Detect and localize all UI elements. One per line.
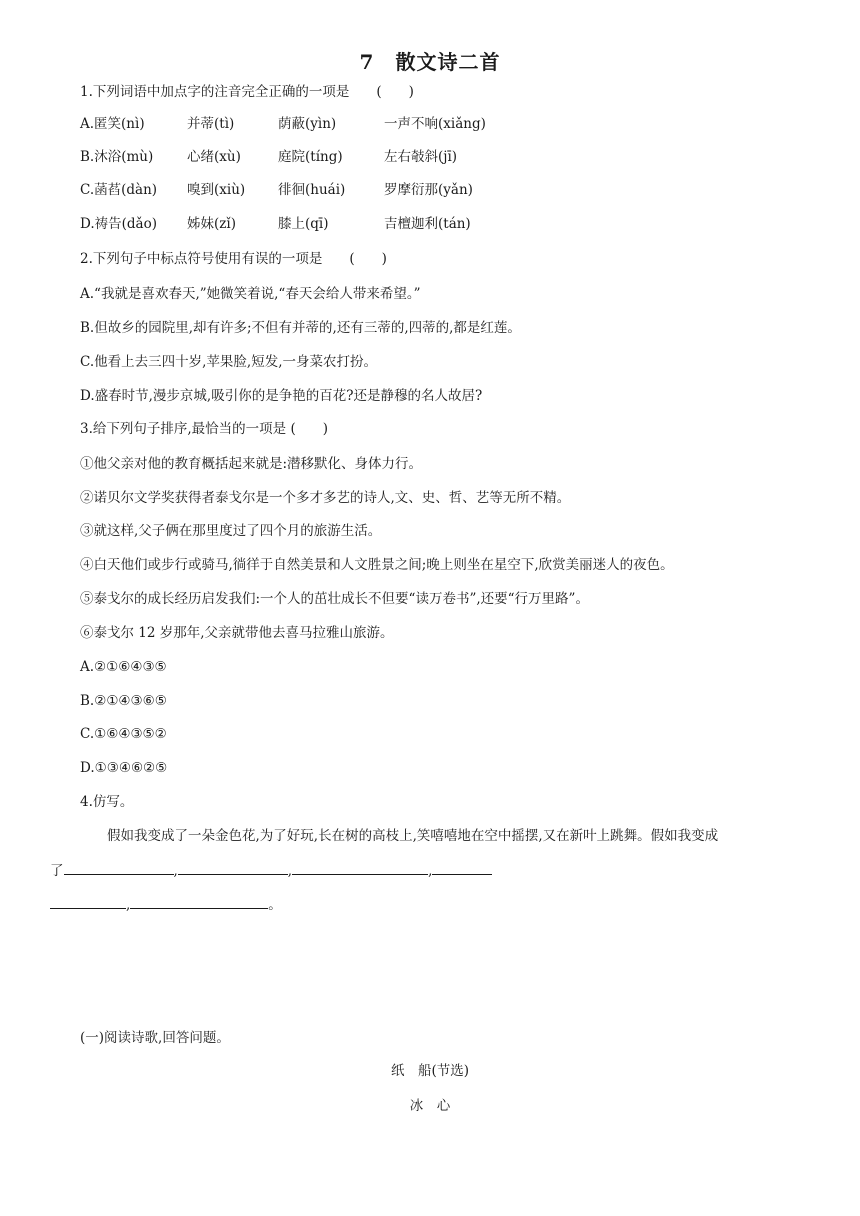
question-3-sentence: ⑤泰戈尔的成长经历启发我们:一个人的茁壮成长不但要“读万卷书”,还要“行万里路”。 xyxy=(80,591,589,607)
comma-text: , xyxy=(428,863,433,879)
option-word: 徘徊(huái) xyxy=(278,182,346,198)
option-word: 膝上(qī) xyxy=(278,216,329,232)
page-title: 7 散文诗二首 xyxy=(359,50,501,74)
reading-heading: (一)阅读诗歌,回答问题。 xyxy=(80,1030,230,1046)
question-3-sentence: ①他父亲对他的教育概括起来就是:潜移默化、身体力行。 xyxy=(80,456,423,472)
option-word: 一声不响(xiǎng) xyxy=(384,116,486,132)
poem-title: 纸 船(节选) xyxy=(390,1063,470,1079)
question-2-stem: 2.下列句子中标点符号使用有误的一项是 ( ) xyxy=(80,251,387,267)
question-2-option-a: A.“我就是喜欢春天,”她微笑着说,“春天会给人带来希望。” xyxy=(80,286,421,302)
option-word: 姊妹(zǐ) xyxy=(187,216,236,232)
option-word: 吉檀迦利(tán) xyxy=(384,216,471,232)
question-3-sentence: ③就这样,父子俩在那里度过了四个月的旅游生活。 xyxy=(80,523,382,539)
comma-text: , xyxy=(287,863,293,879)
question-4-paragraph: 假如我变成了一朵金色花,为了好玩,长在树的高枝上,笑嘻嘻地在空中摇摆,又在新叶上跳舞。假如我变成 xyxy=(107,828,719,844)
option-word: D.祷告(dǎo) xyxy=(80,216,157,232)
question-3-option-d: D.①③④⑥②⑤ xyxy=(80,760,168,776)
answer-line-1 xyxy=(50,860,492,881)
option-word: A.匿笑(nì) xyxy=(80,116,145,132)
question-3-stem: 3.给下列句子排序,最恰当的一项是 ( ) xyxy=(80,421,328,437)
option-word: 荫蔽(yìn) xyxy=(278,116,337,132)
answer-blank[interactable] xyxy=(50,894,126,909)
option-word: B.沐浴(mù) xyxy=(80,149,154,165)
period-text: 。 xyxy=(268,897,282,913)
question-3-sentence: ⑥泰戈尔 12 岁那年,父亲就带他去喜马拉雅山旅游。 xyxy=(80,625,394,641)
comma-text: , xyxy=(173,863,178,879)
question-2-option-d: D.盛春时节,漫步京城,吸引你的是争艳的百花?还是静穆的名人故居? xyxy=(80,388,483,404)
comma-text: , xyxy=(126,897,131,913)
question-3-option-b: B.②①④③⑥⑤ xyxy=(80,693,167,709)
question-2-option-b: B.但故乡的园院里,却有许多;不但有并蒂的,还有三蒂的,四蒂的,都是红莲。 xyxy=(80,320,521,336)
question-3-option-c: C.①⑥④③⑤② xyxy=(80,726,167,742)
question-3-option-a: A.②①⑥④③⑤ xyxy=(80,659,167,675)
option-word: 嗅到(xiù) xyxy=(187,182,246,198)
question-2-option-c: C.他看上去三四十岁,苹果脸,短发,一身菜农打扮。 xyxy=(80,354,378,370)
option-word: 庭院(tíng) xyxy=(278,149,343,165)
question-4-stem: 4.仿写。 xyxy=(80,794,134,810)
answer-line-2 xyxy=(50,894,282,915)
poem-author: 冰 心 xyxy=(409,1098,451,1114)
answer-blank[interactable] xyxy=(178,860,288,875)
option-word: 并蒂(tì) xyxy=(187,116,235,132)
question-1-stem: 1.下列词语中加点字的注音完全正确的一项是 ( ) xyxy=(80,84,414,100)
answer-blank[interactable] xyxy=(64,860,174,875)
option-word: C.菡萏(dàn) xyxy=(80,182,158,198)
line-start-text: 了 xyxy=(50,863,64,879)
question-3-sentence: ④白天他们或步行或骑马,徜徉于自然美景和人文胜景之间;晚上则坐在星空下,欣赏美丽迷人的夜色。 xyxy=(80,557,674,573)
question-3-sentence: ②诺贝尔文学奖获得者泰戈尔是一个多才多艺的诗人,文、史、哲、艺等无所不精。 xyxy=(80,490,571,506)
option-word: 心绪(xù) xyxy=(187,149,241,165)
option-word: 左右攲斜(jī) xyxy=(384,149,458,165)
answer-blank[interactable] xyxy=(292,860,428,875)
answer-blank[interactable] xyxy=(432,860,492,875)
answer-blank[interactable] xyxy=(130,894,268,909)
option-word: 罗摩衍那(yǎn) xyxy=(384,182,473,198)
